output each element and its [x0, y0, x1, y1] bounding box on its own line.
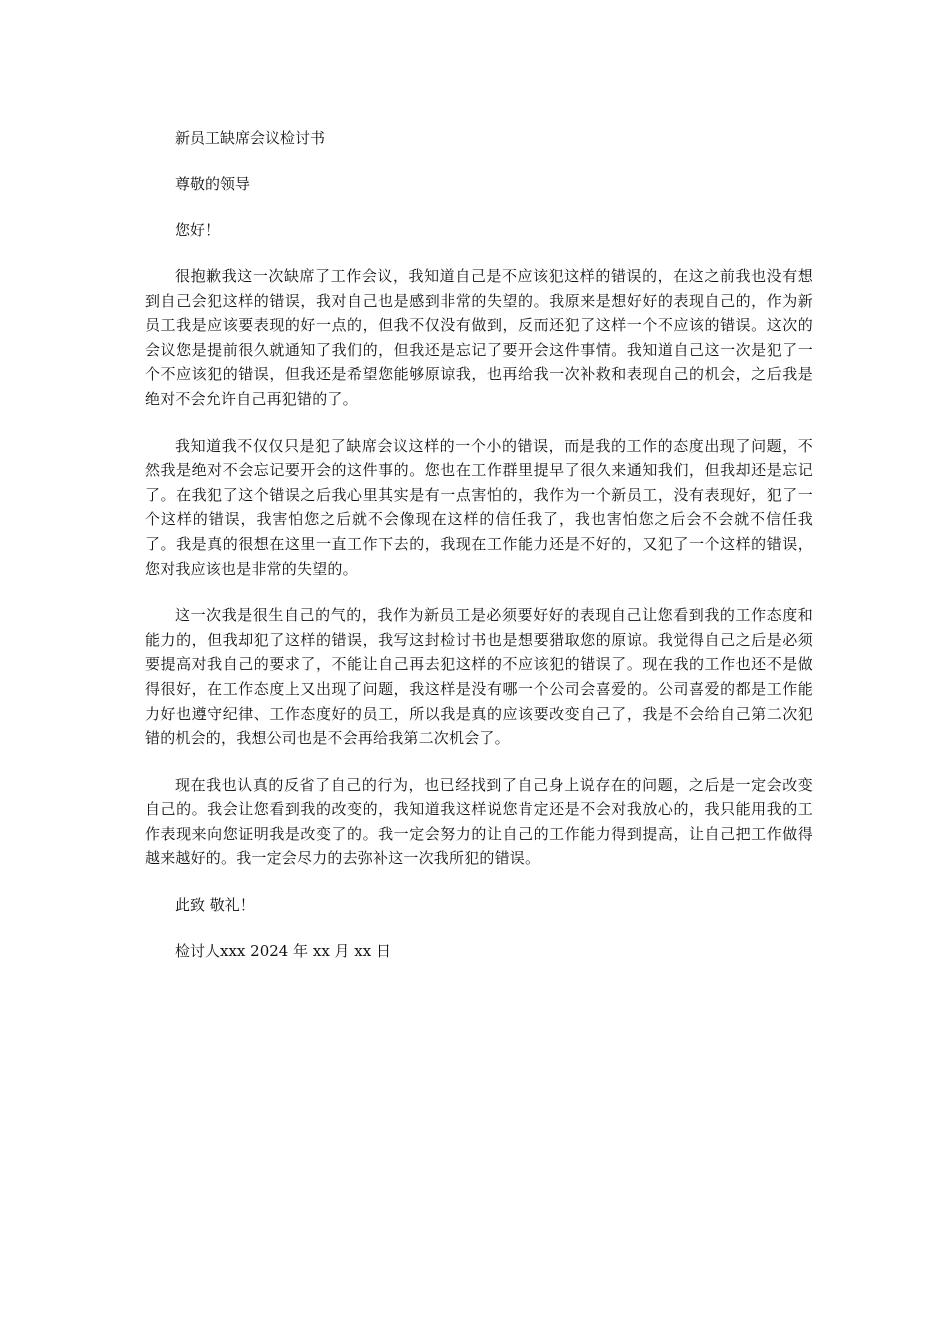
signature-line: 检讨人xxx 2024 年 xx 月 xx 日 — [175, 942, 391, 961]
greeting: 您好！ — [175, 221, 221, 239]
salutation: 尊敬的领导 — [175, 175, 251, 193]
closing-line: 此致 敬礼！ — [175, 896, 255, 915]
document-page — [145, 126, 813, 963]
body-paragraph-1: 很抱歉我这一次缺席了工作会议，我知道自己是不应该犯这样的错误的，在这之前我也没有想到自己会犯这样的错误，我对自己也是感到非常的失望的。我原来是想好好的表现自己的，作为新员工我是应该要表现的好一点的，但我不仅没有做到，反而还犯了这样一个不应该的错误。这次的会议您是提前很久就通知了我们的，但我还是忘记了要开会这件事情。我知道自己这一次是犯了一个不应该犯的错误，但我还是希望您能够原谅我，也再给我一次补救和表现自己的机会，之后我是绝对不会允许自己再犯错的了。 — [145, 267, 813, 408]
body-paragraph-3: 这一次我是很生自己的气的，我作为新员工是必须要好好的表现自己让您看到我的工作态度和能力的，但我却犯了这样的错误，我写这封检讨书也是想要猎取您的原谅。我觉得自己之后是必须要提高对我自己的要求了，不能让自己再去犯这样的不应该犯的错误了。现在我的工作也还不是做得很好，在工作态度上又出现了问题，我这样是没有哪一个公司会喜爱的。公司喜爱的都是工作能力好也遵守纪律、工作态度好的员工，所以我是真的应该要改变自己了，我是不会给自己第二次犯错的机会的，我想公司也是不会再给我第二次机会了。 — [145, 606, 813, 748]
body-paragraph-4: 现在我也认真的反省了自己的行为，也已经找到了自己身上说存在的问题，之后是一定会改变自己的。我会让您看到我的改变的，我知道我这样说您肯定还是不会对我放心的，我只能用我的工作表现来向您证明我是改变了的。我一定会努力的让自己的工作能力得到提高，让自己把工作做得越来越好的。我一定会尽力的去弥补这一次我所犯的错误。 — [145, 775, 813, 868]
body-paragraph-2: 我知道我不仅仅只是犯了缺席会议这样的一个小的错误，而是我的工作的态度出现了问题，不然我是绝对不会忘记要开会的这件事的。您也在工作群里提早了很久来通知我们，但我却还是忘记了。在我犯了这个错误之后我心里其实是有一点害怕的，我作为一个新员工，没有表现好，犯了一个这样的错误，我害怕您之后就不会像现在这样的信任我了，我也害怕您之后会不会就不信任我了。我是真的很想在这里一直工作下去的，我现在工作能力还是不好的，又犯了一个这样的错误，您对我应该也是非常的失望的。 — [145, 436, 813, 578]
document-title: 新员工缺席会议检讨书 — [175, 129, 326, 147]
